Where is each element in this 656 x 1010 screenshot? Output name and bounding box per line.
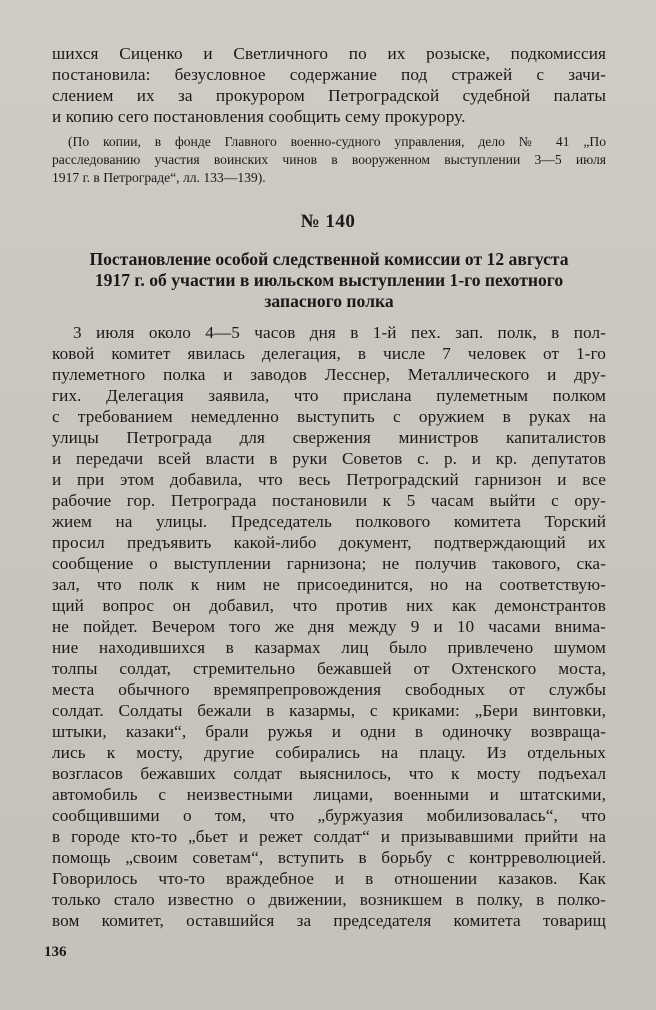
text-line: ковой комитет явилась делегация, в числе 7 человек от 1-го <box>52 344 606 363</box>
text-line: 3 июля около 4—5 часов дня в 1-й пех. зап. полк, в пол- <box>73 323 606 342</box>
text-line: сообщение о выступлении гарнизона; не получив такового, ска- <box>52 554 606 573</box>
text-line: ние находившихся в казармах лиц было привлечено шумом <box>52 638 606 657</box>
text-line: толпы солдат, стремительно бежавшей от Охтенского моста, <box>52 659 606 678</box>
text-line: с требованием немедленно выступить с оружием в руках на <box>52 407 606 426</box>
text-line: и копию сего постановления сообщить сему прокурору. <box>52 107 466 126</box>
text-line: вом комитет, оставшийся за председателя комитета товарищ <box>52 911 606 930</box>
text-line: и при этом добавила, что весь Петроградский гарнизон и все <box>52 470 606 489</box>
text-line: солдат. Солдаты бежали в казармы, с криками: „Бери винтовки, <box>52 701 606 720</box>
text-line: в городе кто-то „бьет и режет солдат“ и призывавшими прийти на <box>52 827 606 846</box>
text-line: щий вопрос он добавил, что против них как демонстрантов <box>52 596 606 615</box>
text-line: штыки, казаки“, брали ружья и одни в одиночку возвраща- <box>52 722 606 741</box>
text-line: и передачи всей власти в руки Советов с. р. и кр. депутатов <box>52 449 606 468</box>
text-line: возгласов бежавших солдат выяснилось, что к мосту подъехал <box>52 764 606 783</box>
text-line: постановила: безусловное содержание под стражей с зачи- <box>52 65 606 84</box>
text-line: помощь „своим советам“, вступить в борьбу с контрреволюцией. <box>52 848 606 867</box>
text-line: шихся Сиценко и Светличного по их розыске, подкомиссия <box>52 44 606 63</box>
text-line: сообщившими о том, что „буржуазия мобилизовалась“, что <box>52 806 606 825</box>
text-line: рабочие гор. Петрограда постановили к 5 часам выйти с ору- <box>52 491 606 510</box>
source-note-line: расследованию участия воинских чинов в вооруженном выступлении 3—5 июля <box>52 152 606 167</box>
text-line: слением их за прокурором Петроградской судебной палаты <box>52 86 606 105</box>
document-title-line: 1917 г. об участии в июльском выступлении 1-го пехотного <box>94 270 564 290</box>
text-line: Говорилось что-то враждебное и в отношении казаков. Как <box>52 869 606 888</box>
text-line: пулеметного полка и заводов Лесснер, Металлического и дру- <box>52 365 606 384</box>
source-note-line: (По копии, в фонде Главного военно-судного управления, дело № 41 „По <box>68 134 606 149</box>
text-line: не пойдет. Вечером того же дня между 9 и 10 часами внима- <box>52 617 606 636</box>
document-title-line: запасного полка <box>264 291 394 311</box>
text-line: просил предъявить какой-либо документ, подтверждающий их <box>52 533 606 552</box>
source-note-line: 1917 г. в Петрограде“, лл. 133—139). <box>52 170 266 185</box>
text-line: только стало известно о движении, возникшем в полку, в полко- <box>52 890 606 909</box>
text-line: места обычного времяпрепровождения свободных от службы <box>52 680 606 699</box>
document-title-line: Постановление особой следственной комиссии от 12 августа <box>89 249 569 269</box>
text-line: гих. Делегация заявила, что прислана пулеметным полком <box>52 386 606 405</box>
page-number: 136 <box>44 944 67 960</box>
text-line: жием на улицы. Председатель полкового комитета Торский <box>52 512 606 531</box>
document-number: № 140 <box>300 211 356 232</box>
text-line: зал, что полк к ним не присоединится, но на соответствую- <box>52 575 606 594</box>
text-line: автомобиль с неизвестными лицами, военными и штатскими, <box>52 785 606 804</box>
text-line: улицы Петрограда для свержения министров капиталистов <box>52 428 606 447</box>
text-line: лись к мосту, другие собирались на плацу. Из отдельных <box>52 743 606 762</box>
